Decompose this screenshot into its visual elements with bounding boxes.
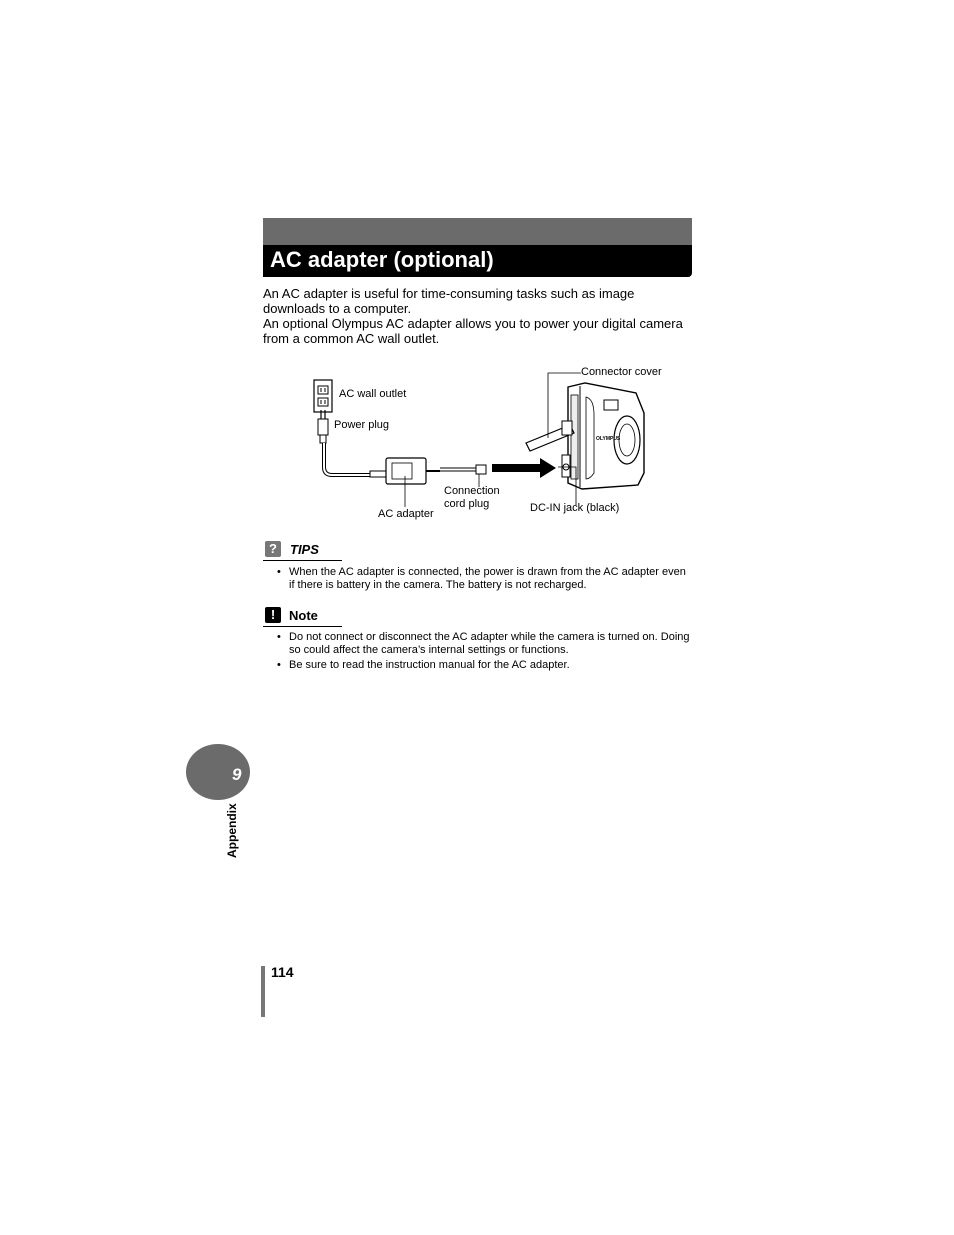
- list-item: • Do not connect or disconnect the AC adapter while the camera is turned on. Doing so could affect the camera’s internal settings or functions.: [277, 631, 692, 657]
- note-list: [277, 631, 692, 674]
- exclamation-icon: !: [265, 607, 281, 623]
- camera-brand-text: OLYMPUS: [596, 436, 621, 442]
- label-connection-cord-plug-2: cord plug: [444, 498, 490, 510]
- note-heading: Note: [289, 608, 318, 623]
- power-plug-icon: [318, 410, 328, 443]
- list-item: • When the AC adapter is connected, the power is drawn from the AC adapter even if there is battery in the camera. The battery is not recharged.: [277, 566, 692, 592]
- wall-outlet-icon: [314, 380, 332, 412]
- arrow-right-icon: [492, 458, 556, 478]
- label-connection-cord-plug-1: Connection: [444, 485, 500, 497]
- chapter-label: Appendix: [225, 803, 239, 858]
- page-title: AC adapter (optional): [270, 247, 494, 272]
- page-number: 114: [271, 964, 294, 980]
- page-number-bar: [261, 966, 265, 1017]
- cord-plug-icon: [476, 465, 486, 474]
- intro-paragraph-2: An optional Olympus AC adapter allows you to power your digital camera from a common AC wall outlet.: [263, 316, 683, 346]
- question-icon: ?: [265, 541, 281, 557]
- label-ac-wall-outlet: AC wall outlet: [339, 388, 407, 400]
- diagram-illustration: [300, 355, 700, 535]
- note-divider: [263, 626, 342, 627]
- title-banner-top: [263, 218, 692, 245]
- tips-divider: [263, 560, 342, 561]
- intro-paragraph-1: An AC adapter is useful for time-consuming tasks such as image downloads to a computer.: [263, 286, 635, 316]
- tips-heading: TIPS: [290, 542, 319, 557]
- label-ac-adapter: AC adapter: [378, 508, 434, 520]
- chapter-number: 9: [232, 765, 242, 784]
- list-item: • Be sure to read the instruction manual for the AC adapter.: [277, 659, 692, 672]
- connection-diagram: [300, 355, 700, 535]
- tips-list: [277, 566, 692, 594]
- intro-text: [263, 286, 695, 346]
- label-dc-in-jack: DC-IN jack (black): [530, 502, 620, 514]
- label-connector-cover: Connector cover: [581, 366, 662, 378]
- label-power-plug: Power plug: [334, 419, 390, 431]
